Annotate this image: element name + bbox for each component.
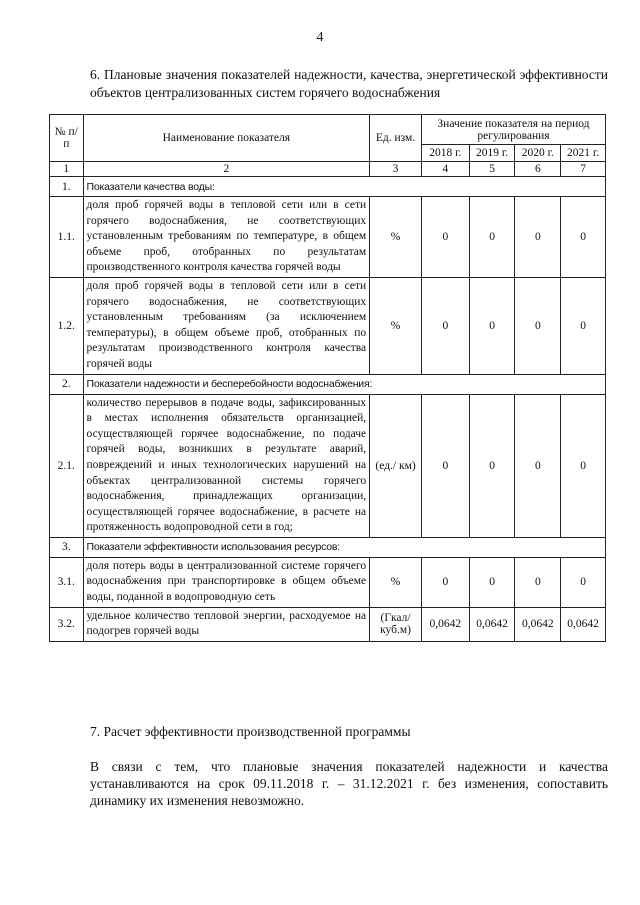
group-title: Показатели эффективности использования ресурсов:: [83, 537, 605, 557]
row-value: 0: [421, 394, 469, 537]
row-value: 0: [421, 197, 469, 278]
section-6-heading: 6. Плановые значения показателей надежности, качества, энергетической эффективности объектов централизованных систем горячего водоснабжения: [90, 67, 608, 100]
group-row: [50, 374, 606, 394]
header-num: № п/п: [50, 115, 84, 162]
row-value: 0,0642: [421, 607, 469, 641]
row-value: 0: [561, 277, 606, 374]
table-row: [50, 394, 606, 537]
row-value: 0: [469, 557, 515, 607]
column-index: 5: [469, 162, 515, 177]
table-row: [50, 197, 606, 278]
table-row: [50, 277, 606, 374]
column-index: 3: [370, 162, 422, 177]
column-index: 6: [515, 162, 561, 177]
row-value: 0: [469, 394, 515, 537]
row-num: 1.1.: [50, 197, 84, 278]
header-year: 2019 г.: [469, 145, 515, 162]
header-year: 2020 г.: [515, 145, 561, 162]
row-value: 0: [561, 394, 606, 537]
row-value: 0: [515, 394, 561, 537]
row-name: количество перерывов в подаче воды, зафиксированных в местах исполнения обязательств организацией, осуществляющей горячее водоснабжение, по подаче горячей воды, возникших в результате аварий, повреждений и иных технологических нарушений на объектах централизованной системы горячего водоснабжения, принадлежащих организации, осуществляющей горячее водоснабжение, в расчете на протяженность водопроводной сети в год;: [83, 394, 370, 537]
header-year: 2018 г.: [421, 145, 469, 162]
row-unit: (ед./ км): [370, 394, 422, 537]
group-row: [50, 177, 606, 197]
column-index: 7: [561, 162, 606, 177]
group-row: [50, 537, 606, 557]
section-7-text: В связи с тем, что плановые значения показателей надежности и качества устанавливаются на срок 09.11.2018 г. – 31.12.2021 г. без изменения, сопоставить динамику их изменения невозможно.: [90, 759, 608, 808]
column-index: 2: [83, 162, 370, 177]
header-row: [50, 115, 606, 145]
indicators-table: [49, 114, 606, 642]
row-num: 3.2.: [50, 607, 84, 641]
row-num: 3.1.: [50, 557, 84, 607]
group-title: Показатели надежности и бесперебойности водоснабжения:: [83, 374, 605, 394]
column-index-row: [50, 162, 606, 177]
row-value: 0: [421, 277, 469, 374]
table-row: [50, 607, 606, 641]
group-title: Показатели качества воды:: [83, 177, 605, 197]
header-period: Значение показателя на период регулирования: [421, 115, 605, 145]
row-unit: %: [370, 197, 422, 278]
group-num: 1.: [50, 177, 84, 197]
row-name: доля потерь воды в централизованной системе горячего водоснабжения при транспортировке в общем объеме воды, поданной в водопроводную сеть: [83, 557, 370, 607]
row-value: 0,0642: [561, 607, 606, 641]
table-row: [50, 557, 606, 607]
row-name: удельное количество тепловой энергии, расходуемое на подогрев горячей воды: [83, 607, 370, 641]
row-unit: (Гкал/ куб.м): [370, 607, 422, 641]
header-unit: Ед. изм.: [370, 115, 422, 162]
row-value: 0: [421, 557, 469, 607]
section-7-heading: 7. Расчет эффективности производственной программы: [90, 724, 411, 739]
row-name: доля проб горячей воды в тепловой сети или в сети горячего водоснабжения, не соответствующих установленным требованиям по температуре, в общем объеме проб, отобранных по результатам производственного контроля качества горячей воды: [83, 197, 370, 278]
row-value: 0: [515, 197, 561, 278]
header-name: Наименование показателя: [83, 115, 370, 162]
row-name: доля проб горячей воды в тепловой сети или в сети горячего водоснабжения, не соответствующих установленным требованиям (за исключением температуры), в общем объеме проб, отобранных по результатам производственного контроля качества горячей воды: [83, 277, 370, 374]
header-year: 2021 г.: [561, 145, 606, 162]
row-value: 0,0642: [469, 607, 515, 641]
row-value: 0: [561, 197, 606, 278]
row-value: 0: [469, 277, 515, 374]
row-value: 0: [561, 557, 606, 607]
group-num: 3.: [50, 537, 84, 557]
row-value: 0,0642: [515, 607, 561, 641]
page-number: 4: [316, 30, 324, 45]
row-value: 0: [515, 557, 561, 607]
column-index: 4: [421, 162, 469, 177]
row-unit: %: [370, 557, 422, 607]
row-value: 0: [515, 277, 561, 374]
row-num: 1.2.: [50, 277, 84, 374]
row-unit: %: [370, 277, 422, 374]
group-num: 2.: [50, 374, 84, 394]
column-index: 1: [50, 162, 84, 177]
row-num: 2.1.: [50, 394, 84, 537]
row-value: 0: [469, 197, 515, 278]
